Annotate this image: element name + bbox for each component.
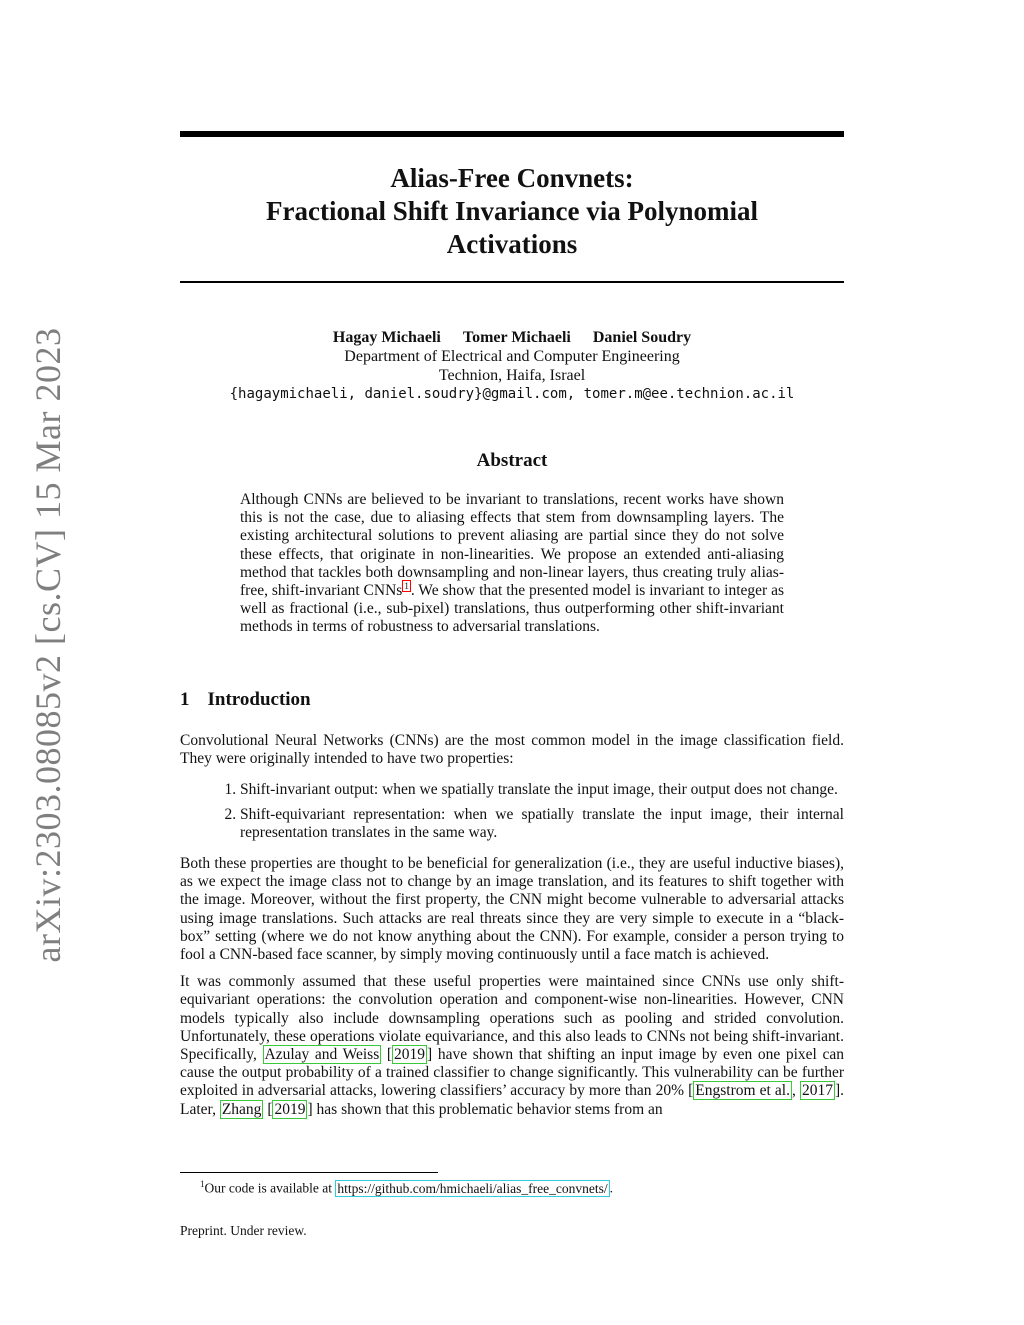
list-item: 2. Shift-equivariant representation: when we spatially translate the input image, their internal representation translates in the same way. xyxy=(240,806,844,842)
title-line: Alias-Free Convnets: xyxy=(390,163,634,193)
citation-link[interactable]: Zhang xyxy=(221,1100,262,1118)
citation-year-link[interactable]: 2017 xyxy=(801,1082,833,1100)
affiliation-department: Department of Electrical and Computer Engineering xyxy=(344,348,680,365)
section-heading-introduction xyxy=(180,689,311,711)
footnote-rule xyxy=(180,1172,438,1173)
introduction-body xyxy=(180,732,844,1128)
author-name: Tomer Michaeli xyxy=(462,329,571,346)
paragraph-text: have shown that shifting an input image by even one pixel can cause the output probability of a trained classifier to change significantly. This vulnerability can be further exploited in adversarial attacks, lowering classifiers’ accuracy by more than 20% xyxy=(180,1046,844,1100)
abstract-heading: Abstract xyxy=(476,450,548,471)
footnote xyxy=(200,1176,844,1197)
section-title: Introduction xyxy=(207,689,311,710)
paragraph: Both these properties are thought to be beneficial for generalization (i.e., they are useful inductive biases), as we expect the image class not to change by an image translation, and its features to shift together with the image. Moreover, without the first property, the CNN might become vulnerable to adversarial attacks using image translations. Such attacks are real threats since they are very simple to execute in a “black-box” setting (where we do not know anything about the CNN). For example, consider a person trying to fool a CNN-based face scanner, by simply moving continuously until a face match is achieved. xyxy=(180,855,844,964)
paragraph-text: has shown that this problematic behavior stems from an xyxy=(312,1100,663,1118)
title-bottom-rule xyxy=(180,281,844,283)
author-block xyxy=(180,328,844,404)
footnote-link[interactable]: 1 xyxy=(404,580,409,591)
citation-link[interactable]: Engstrom et al. xyxy=(695,1082,790,1100)
paragraph-text: . Later, xyxy=(180,1082,844,1118)
author-name: Hagay Michaeli xyxy=(332,329,441,346)
affiliation-location: Technion, Haifa, Israel xyxy=(438,367,586,384)
footnote-text: Our code is available at xyxy=(204,1180,336,1196)
author-name: Daniel Soudry xyxy=(592,329,692,346)
abstract-text xyxy=(240,491,784,637)
arxiv-identifier: arXiv:2303.08085v2 [cs.CV] 15 Mar 2023 xyxy=(28,327,68,963)
footnote-end: . xyxy=(609,1180,614,1196)
author-emails: {hagaymichaeli, daniel.soudry}@gmail.com, tomer.m@ee.technion.ac.il xyxy=(229,386,795,402)
paper-title xyxy=(180,162,844,261)
paragraph: Convolutional Neural Networks (CNNs) are the most common model in the image classification field. They were originally intended to have two properties: xyxy=(180,732,844,768)
preprint-notice: Preprint. Under review. xyxy=(180,1223,307,1238)
list-item: 1. Shift-invariant output: when we spatially translate the input image, their output does not change. xyxy=(240,781,844,799)
property-list xyxy=(180,781,844,842)
citation-year-link[interactable]: 2019 xyxy=(394,1046,426,1064)
paragraph-text: It was commonly assumed that these useful properties were maintained since CNNs use only shift-equivariant operations: the convolution operation and component-wise non-linearities. However, CNN models typically also include downsampling operations such as pooling and strided convolution. Unfortunately, these operations violate equivariance, and this also leads to CNNs not being shift-invariant. Specifically, xyxy=(180,973,844,1064)
abstract-body-continued: . We show that the presented model is invariant to integer as well as fractional (i.e., sub-pixel) translations, thus outperforming other shift-invariant methods in terms of robustness to adversarial translations. xyxy=(240,582,784,636)
citation-link[interactable]: Azulay and Weiss xyxy=(264,1046,380,1064)
footnote-mark: 1 xyxy=(200,1179,205,1189)
section-number: 1 xyxy=(180,689,190,710)
title-line: Activations xyxy=(446,229,578,259)
abstract-body: Although CNNs are believed to be invariant to translations, recent works have shown this is not the case, due to aliasing effects that stem from downsampling layers. The existing architectural solutions to prevent aliasing are partial since they do not solve these effects, that originate in non-linearities. We propose an extended anti-aliasing method that tackles both downsampling and non-linear layers, thus creating truly alias-free, shift-invariant CNNs xyxy=(240,491,784,600)
citation-year-link[interactable]: 2019 xyxy=(274,1100,306,1118)
author-names xyxy=(180,328,844,347)
code-url-link[interactable]: https://github.com/hmichaeli/alias_free_convnets/ xyxy=(337,1180,608,1196)
title-top-rule xyxy=(180,131,844,137)
title-line: Fractional Shift Invariance via Polynomial xyxy=(266,196,758,226)
paragraph: It was commonly assumed that these useful properties were maintained since CNNs use only shift-equivariant operations: the convolution operation and component-wise non-linearities. However, CNN models typically also include downsampling operations such as pooling and strided convolution. Unfortunately, these operations violate equivariance, and this also leads to CNNs not being shift-invariant. Specifically, Azulay and Weiss [ 2019 ] have shown that shifting an input image by even one pixel can cause the output probability of a trained classifier to change significantly. This vulnerability can be further exploited in adversarial attacks, lowering classifiers’ accuracy by more than 20% [ Engstrom et al. , 2017 ]. Later, Zhang [ 2019 ] has shown that this problematic behavior stems from an xyxy=(180,973,844,1118)
